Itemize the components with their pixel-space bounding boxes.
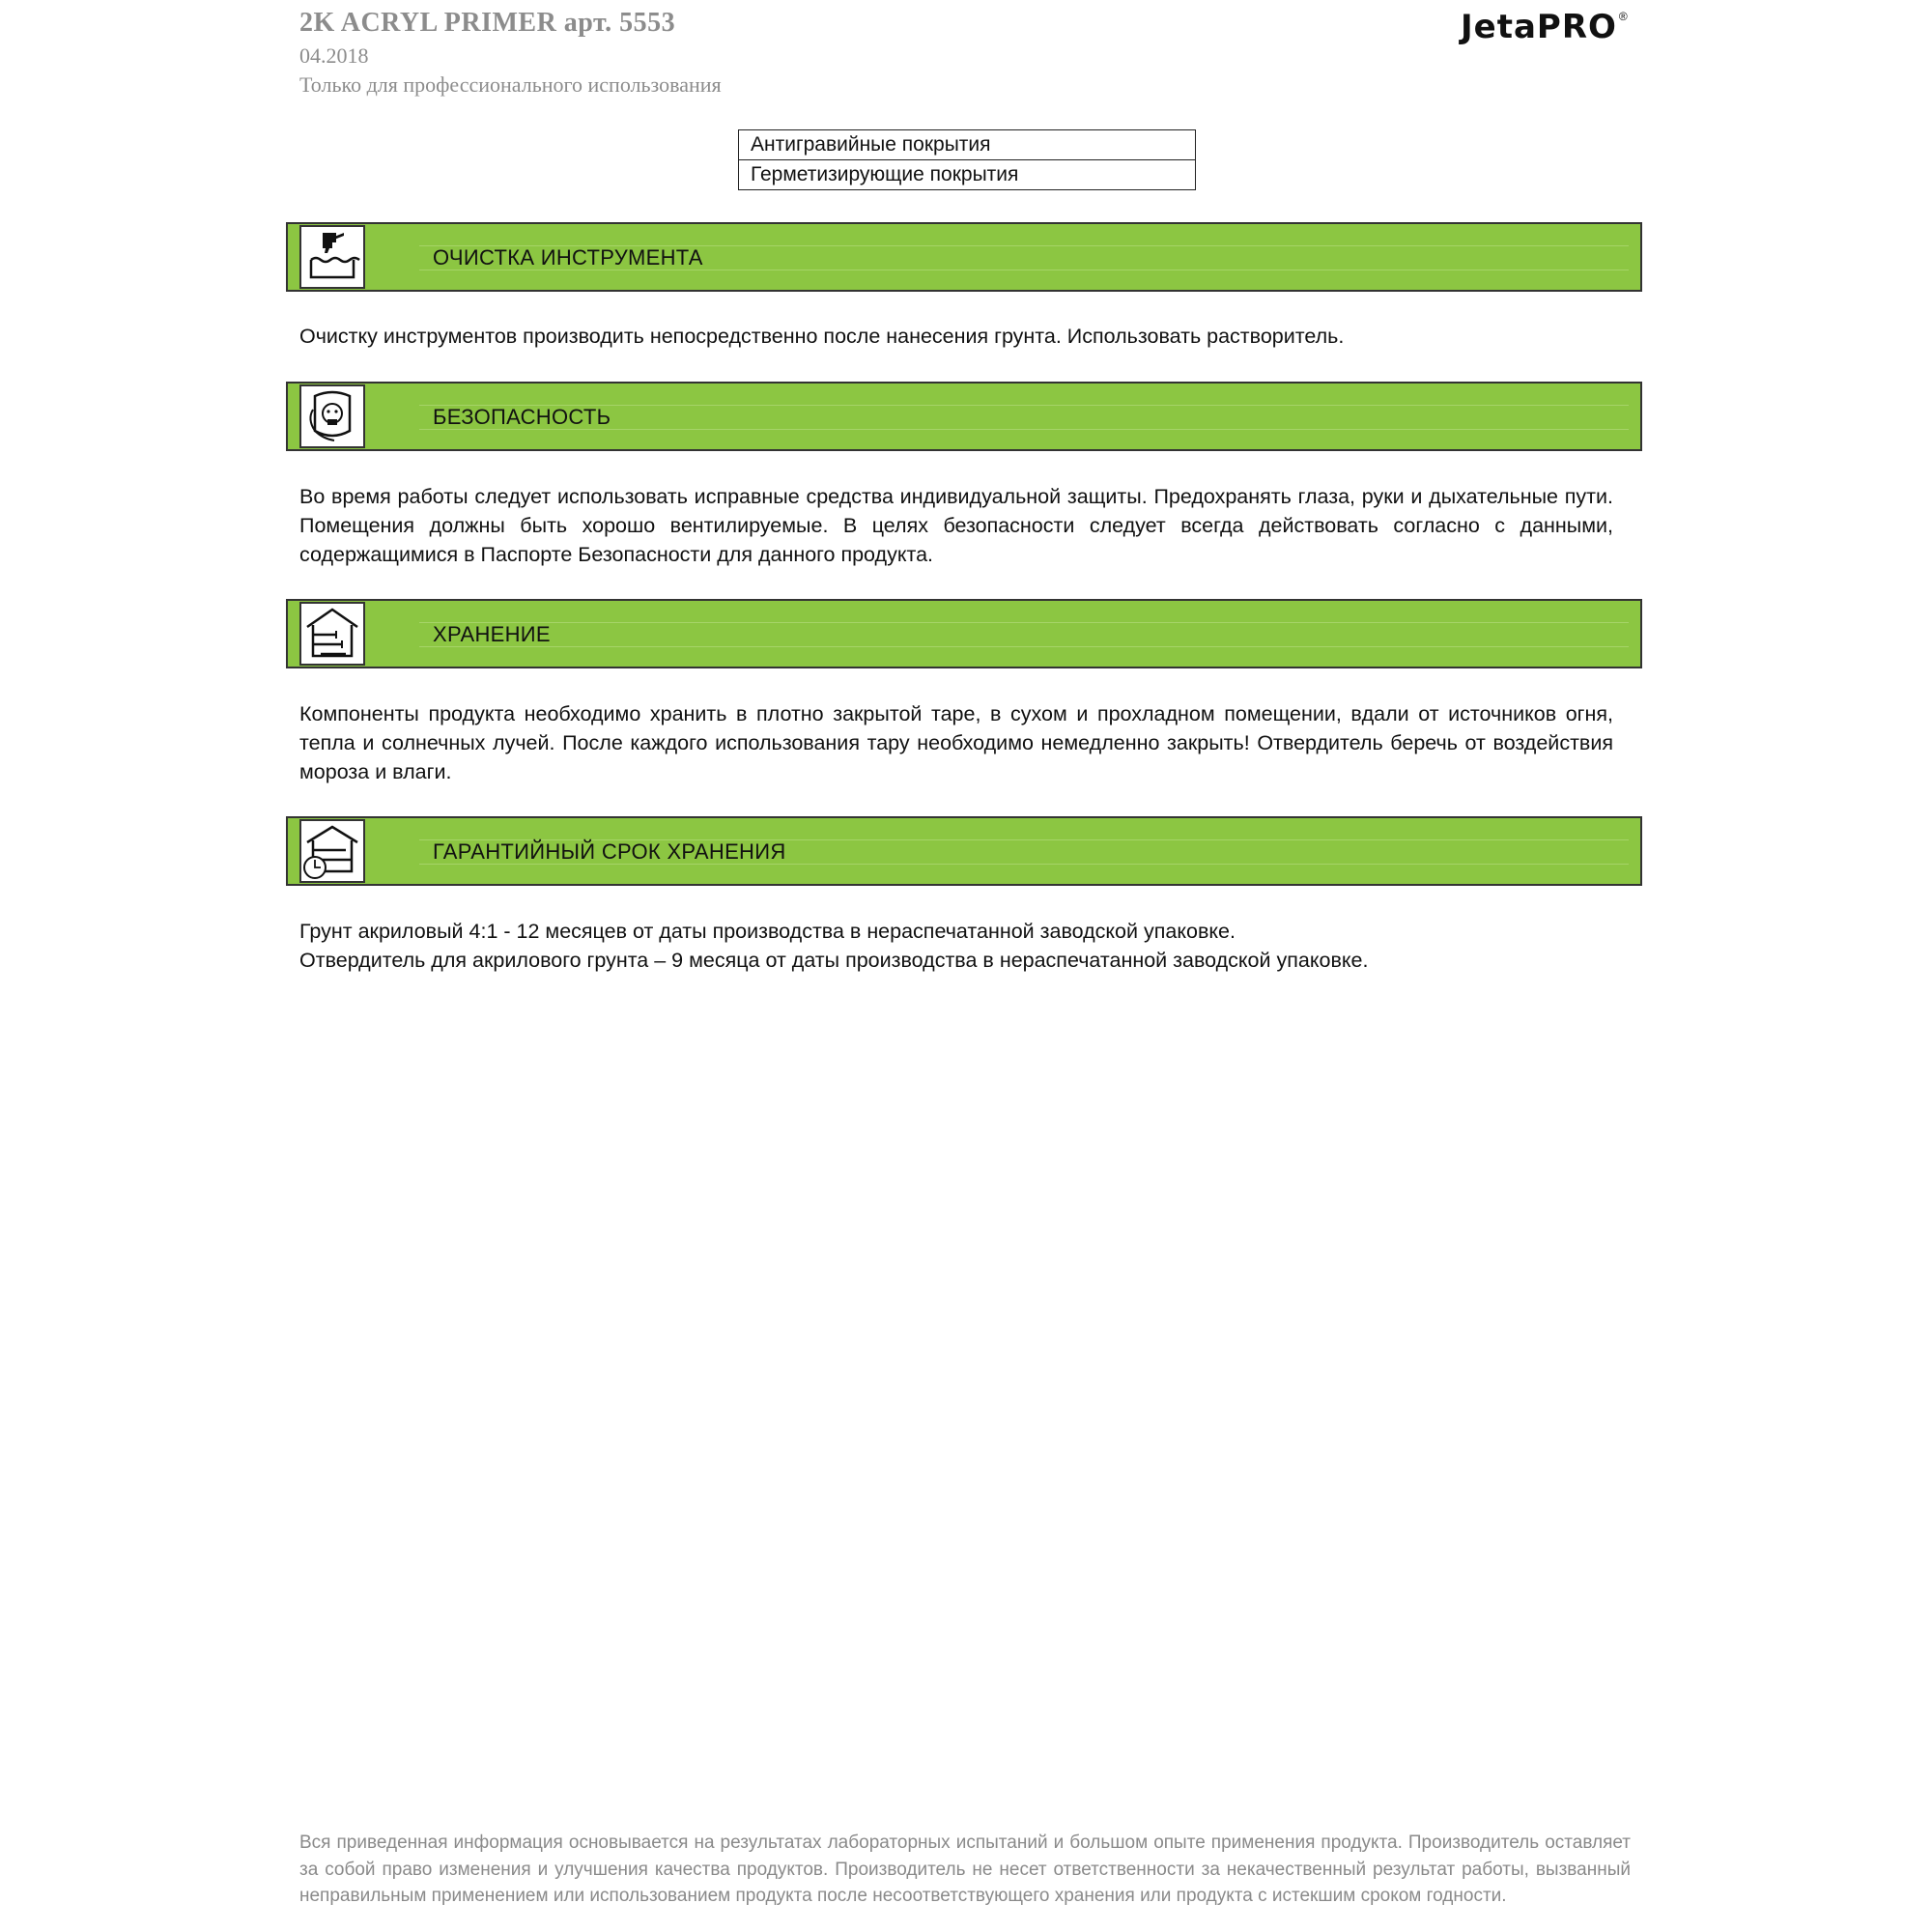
table-row: Герметизирующие покрытия bbox=[751, 163, 1019, 185]
document-date: 04.2018 bbox=[299, 43, 369, 68]
document-title: 2K ACRYL PRIMER арт. 5553 bbox=[299, 8, 676, 38]
disclaimer-footer: Вся приведенная информация основывается на результатах лабораторных испытаний и большом опыте применения продукта. Производитель оставляет за собой право изменения и улучшения качества продуктов. Производитель не несет ответственности за некачественный результат работы, вызванный неправильным применением или использованием продукта после несоответствующего хранения или продукта с истекшим сроком годности. bbox=[299, 1833, 1631, 1906]
professional-use-note: Только для профессионального использования bbox=[299, 72, 722, 97]
section-text-shelf-life bbox=[299, 917, 1613, 975]
paragraph: Очистку инструментов производить непосредственно после нанесения грунта. Использовать растворитель. bbox=[299, 325, 1345, 348]
section-title: БЕЗОПАСНОСТЬ bbox=[433, 405, 611, 429]
paragraph: Компоненты продукта необходимо хранить в плотно закрытой таре, в сухом и прохладном помещении, вдали от источников огня, тепла и солнечных лучей. После каждого использования тару необходимо немедленно закрыть! Отвердитель беречь от воздействия мороза и влаги. bbox=[299, 702, 1613, 783]
applications-table bbox=[738, 129, 1196, 190]
section-text-storage bbox=[299, 699, 1613, 786]
section-title: ХРАНЕНИЕ bbox=[433, 622, 551, 646]
warehouse-icon bbox=[299, 602, 365, 666]
registered-mark: ® bbox=[1618, 10, 1628, 23]
section-text-safety bbox=[299, 482, 1613, 569]
table-row: Антигравийные покрытия bbox=[739, 130, 1195, 160]
face-shield-icon bbox=[299, 384, 365, 448]
section-header-safety bbox=[286, 382, 1642, 451]
brand-logo bbox=[1461, 8, 1628, 46]
logo-text: JetaPRO bbox=[1461, 8, 1617, 46]
section-header-tool-cleaning bbox=[286, 222, 1642, 292]
warehouse-clock-icon bbox=[299, 819, 365, 883]
decorative-lines bbox=[419, 622, 1629, 647]
section-title: ОЧИСТКА ИНСТРУМЕНТА bbox=[433, 245, 703, 270]
paragraph: Грунт акриловый 4:1 - 12 месяцев от даты производства в нераспечатанной заводской упаковке. bbox=[299, 920, 1236, 943]
section-title: ГАРАНТИЙНЫЙ СРОК ХРАНЕНИЯ bbox=[433, 839, 786, 864]
paragraph: Во время работы следует использовать исправные средства индивидуальной защиты. Предохранять глаза, руки и дыхательные пути. Помещения должны быть хорошо вентилируемые. В целях безопасности следует всегда действовать согласно с данными, содержащимися в Паспорте Безопасности для данного продукта. bbox=[299, 485, 1613, 566]
spray-gun-cleaning-icon bbox=[299, 225, 365, 289]
paragraph: Отвердитель для акрилового грунта – 9 месяца от даты производства в нераспечатанной заводской упаковке. bbox=[299, 949, 1369, 972]
section-header-storage bbox=[286, 599, 1642, 668]
section-text-tool-cleaning bbox=[299, 322, 1613, 351]
section-header-shelf-life bbox=[286, 816, 1642, 886]
